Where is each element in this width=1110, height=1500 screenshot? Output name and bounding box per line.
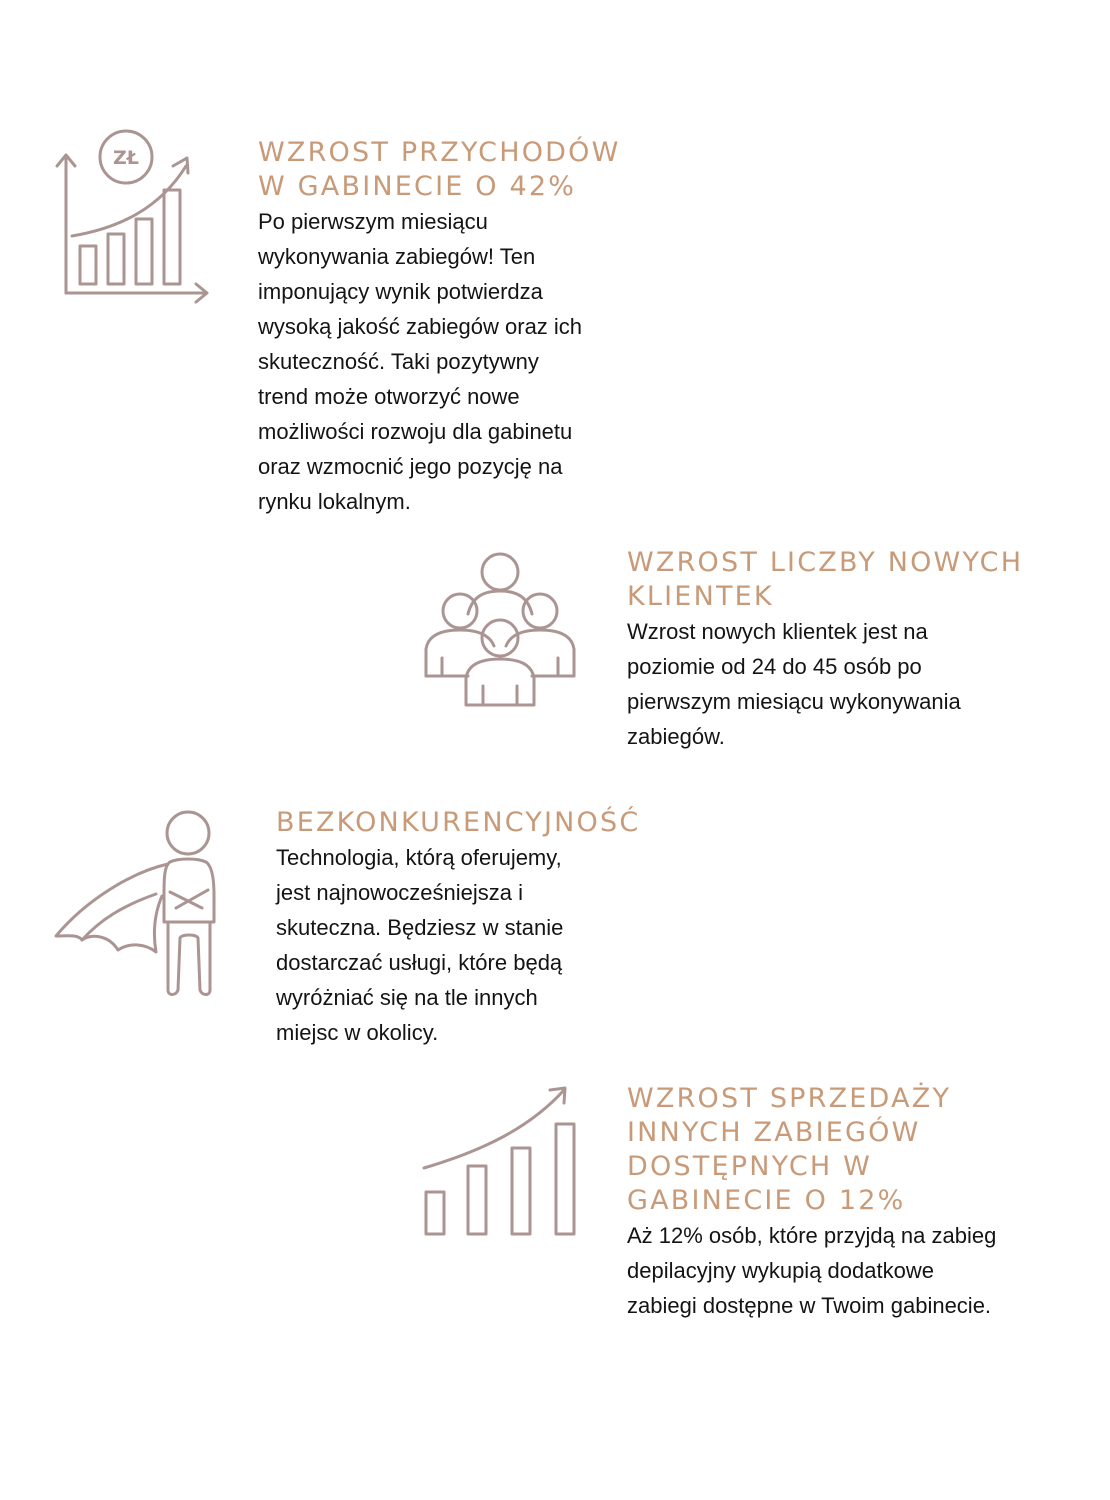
body-line: miejsc w okolicy. <box>276 1020 439 1045</box>
body-line: skuteczna. Będziesz w stanie <box>276 915 564 940</box>
zloty-badge: ZŁ <box>113 147 139 169</box>
section-title <box>258 136 621 204</box>
body-line: trend może otworzyć nowe <box>258 384 520 409</box>
title-line: KLIENTEK <box>627 581 774 612</box>
growth-chart-zloty-icon <box>50 128 215 308</box>
body-line: imponujący wynik potwierdza <box>258 279 543 304</box>
section-body <box>276 840 640 1050</box>
section-other-treatments <box>627 1082 996 1323</box>
title-line: WZROST SPRZEDAŻY <box>627 1083 952 1114</box>
section-new-clients <box>627 546 1023 754</box>
body-line: wysoką jakość zabiegów oraz ich <box>258 314 583 339</box>
body-line: jest najnowocześniejsza i <box>276 880 524 905</box>
body-line: Wzrost nowych klientek jest na <box>627 619 928 644</box>
body-line: wykonywania zabiegów! Ten <box>258 244 536 269</box>
people-group-icon <box>420 548 580 713</box>
title-line: INNYCH ZABIEGÓW <box>627 1117 921 1148</box>
body-line: skuteczność. Taki pozytywny <box>258 349 539 374</box>
body-line: zabiegów. <box>627 724 725 749</box>
body-line: Technologia, którą oferujemy, <box>276 845 562 870</box>
section-body <box>627 1218 996 1323</box>
body-line: depilacyjny wykupią dodatkowe <box>627 1258 934 1283</box>
body-line: dostarczać usługi, które będą <box>276 950 563 975</box>
section-revenue-growth <box>258 136 621 519</box>
body-line: oraz wzmocnić jego pozycję na <box>258 454 563 479</box>
section-uniqueness <box>276 806 640 1050</box>
section-body <box>627 614 1023 754</box>
body-line: wyróżniać się na tle innych <box>276 985 538 1010</box>
title-line: WZROST PRZYCHODÓW <box>258 137 621 168</box>
title-line: W GABINECIE O 42% <box>258 171 577 202</box>
body-line: możliwości rozwoju dla gabinetu <box>258 419 573 444</box>
section-title <box>627 546 1023 614</box>
body-line: pierwszym miesiącu wykonywania <box>627 689 961 714</box>
title-line: WZROST LICZBY NOWYCH <box>627 547 1024 578</box>
bar-chart-growth-icon <box>418 1082 583 1242</box>
section-body <box>258 204 621 519</box>
body-line: rynku lokalnym. <box>258 489 411 514</box>
body-line: poziomie od 24 do 45 osób po <box>627 654 922 679</box>
body-line: Po pierwszym miesiącu <box>258 209 488 234</box>
title-line: BEZKONKURENCYJNOŚĆ <box>276 807 641 838</box>
title-line: GABINECIE O 12% <box>627 1185 906 1216</box>
section-title <box>627 1082 996 1218</box>
body-line: Aż 12% osób, które przyjdą na zabieg <box>627 1223 997 1248</box>
title-line: DOSTĘPNYCH W <box>627 1151 873 1182</box>
superhero-cape-icon <box>52 810 222 1000</box>
body-line: zabiegi dostępne w Twoim gabinecie. <box>627 1293 992 1318</box>
section-title <box>276 806 640 840</box>
